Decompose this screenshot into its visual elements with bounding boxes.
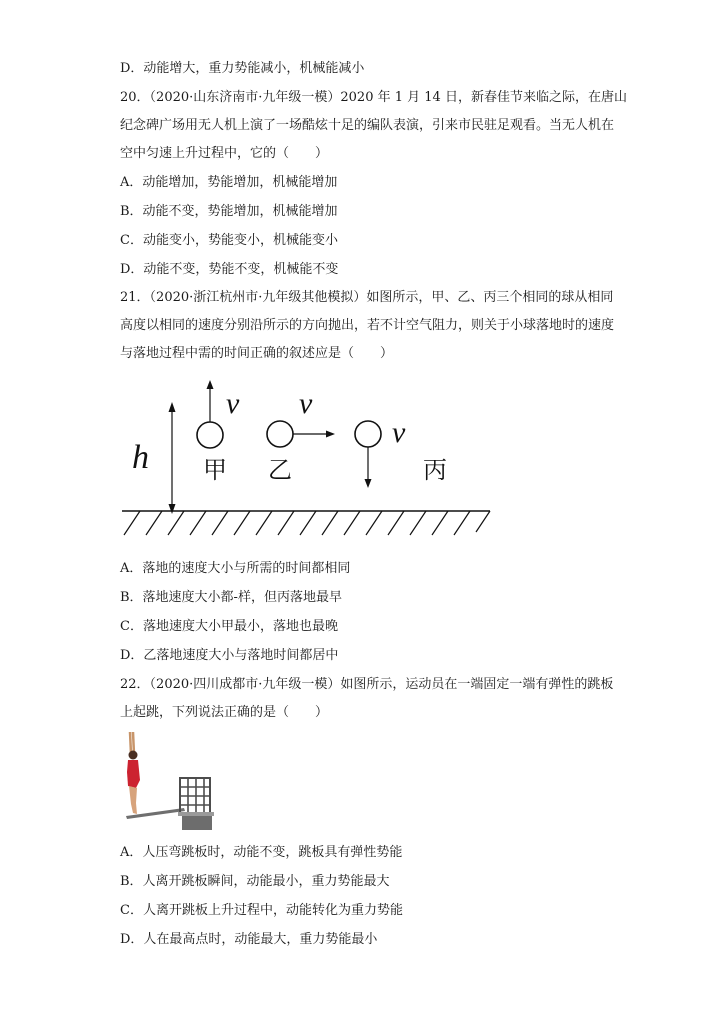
- board-base: [182, 814, 212, 830]
- q22-option-a: A．人压弯跳板时，动能不变，跳板具有弹性势能: [120, 845, 403, 860]
- q20-option-c: C．动能变小，势能变小，机械能变小: [120, 233, 338, 248]
- velocity-label-bing: v: [392, 416, 406, 449]
- ball-label-yi: 乙: [268, 456, 292, 484]
- ball-label-jia: 甲: [203, 456, 227, 484]
- q19-option-d: D．动能增大，重力势能减小，机械能减小: [120, 61, 365, 76]
- q21-figure: [110, 372, 510, 542]
- q21-stem-line-3: 与落地过程中需的时间正确的叙述应是（ ）: [120, 346, 394, 361]
- ball-jia: [197, 422, 223, 448]
- q20-option-a: A．动能增加，势能增加，机械能增加: [120, 175, 338, 190]
- q20-option-d: D．动能不变，势能不变，机械能不变: [120, 262, 339, 277]
- ball-label-bing: 丙: [423, 456, 447, 484]
- q22-option-c: C．人离开跳板上升过程中，动能转化为重力势能: [120, 903, 403, 918]
- q22-diver-figure: [118, 728, 218, 833]
- q20-stem-line-2: 纪念碑广场用无人机上演了一场酷炫十足的编队表演，引来市民驻足观看。当无人机在: [120, 118, 615, 133]
- q21-stem-line-2: 高度以相同的速度分别沿所示的方向抛出，若不计空气阻力，则关于小球落地时的速度: [120, 318, 615, 333]
- ground-hatching: [124, 511, 490, 535]
- q22-stem-line-1: 22．（2020·四川成都市·九年级一模）如图所示，运动员在一端固定一端有弹性的跳板: [120, 677, 614, 692]
- q21-option-a: A．落地的速度大小与所需的时间都相同: [120, 561, 351, 576]
- q22-option-b: B．人离开跳板瞬间，动能最小，重力势能最大: [120, 874, 390, 889]
- q20-option-b: B．动能不变，势能增加，机械能增加: [120, 204, 338, 219]
- q21-option-c: C．落地速度大小甲最小，落地也最晚: [120, 619, 338, 634]
- q22-option-d: D．人在最高点时，动能最大，重力势能最小: [120, 932, 378, 947]
- q21-option-d: D．乙落地速度大小与落地时间都居中: [120, 648, 339, 663]
- q22-stem-line-2: 上起跳，下列说法正确的是（ ）: [120, 705, 329, 720]
- q20-stem-line-3: 空中匀速上升过程中，它的（ ）: [120, 146, 329, 161]
- q21-stem-line-1: 21．（2020·浙江杭州市·九年级其他模拟）如图所示，甲、乙、丙三个相同的球从相同: [120, 290, 614, 305]
- height-label: h: [132, 439, 149, 476]
- ball-bing: [355, 421, 381, 447]
- velocity-label-jia: v: [226, 387, 240, 420]
- ball-yi: [267, 421, 293, 447]
- velocity-label-yi: v: [299, 387, 313, 420]
- diver-swimsuit: [127, 760, 140, 788]
- q20-stem-line-1: 20．（2020·山东济南市·九年级一模）2020 年 1 月 14 日，新春佳节来临之际，在唐山: [120, 90, 627, 105]
- q21-option-b: B．落地速度大小都-样，但丙落地最早: [120, 590, 342, 605]
- diver-head: [129, 751, 138, 760]
